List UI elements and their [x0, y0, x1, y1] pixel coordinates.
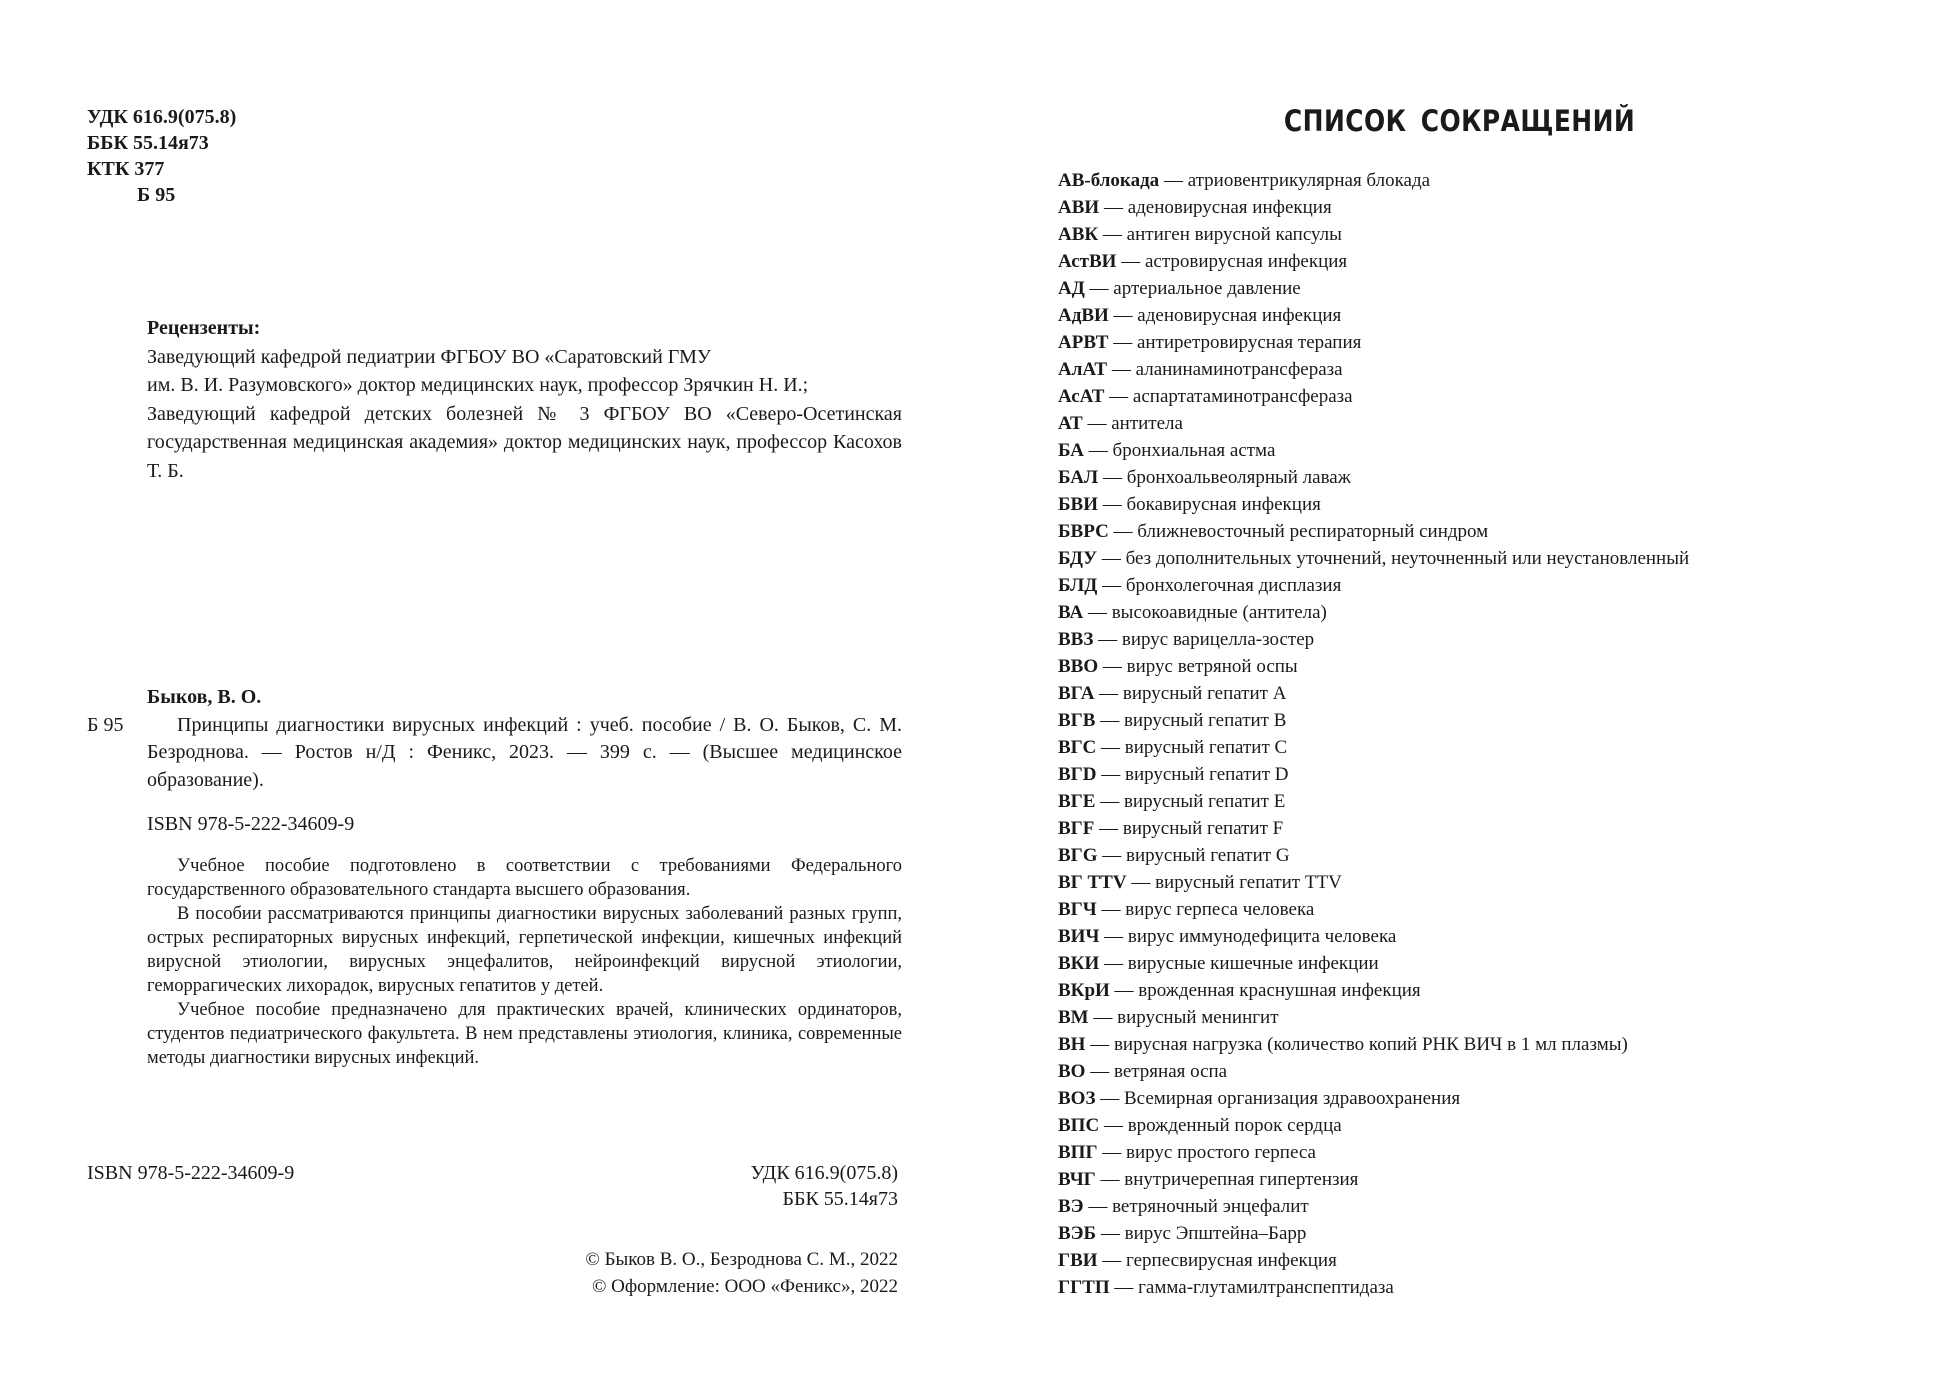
abbreviation-definition: ветряночный энцефалит	[1112, 1196, 1309, 1217]
abbreviation-dash: —	[1099, 1115, 1128, 1136]
abbreviation-dash: —	[1099, 926, 1128, 947]
abbreviation-dash: —	[1094, 683, 1123, 704]
abbreviation-definition: вирусные кишечные инфекции	[1127, 953, 1379, 974]
abbreviation-term: АД	[1058, 278, 1085, 299]
abbreviation-item	[1058, 1166, 1689, 1193]
abbreviation-dash: —	[1084, 278, 1114, 299]
abbreviation-definition: астровирусная инфекция	[1144, 251, 1348, 272]
abbreviation-item	[1058, 1220, 1689, 1247]
abbreviation-item	[1058, 1193, 1689, 1220]
abbreviation-dash: —	[1104, 386, 1133, 407]
abbreviation-term: АдВИ	[1058, 305, 1109, 326]
abbreviation-term: ГВИ	[1058, 1250, 1098, 1271]
abbreviation-definition: вирусный гепатит D	[1124, 764, 1289, 785]
abbreviation-dash: —	[1098, 224, 1127, 245]
abbreviation-definition: вирус простого герпеса	[1126, 1142, 1316, 1163]
abbreviation-term: ВГВ	[1058, 710, 1096, 731]
abbreviation-term: АТ	[1058, 413, 1083, 434]
abbreviation-item	[1058, 329, 1689, 356]
abbreviation-item	[1058, 869, 1689, 896]
page-title: СПИСОК СОКРАЩЕНИЙ	[1283, 104, 1636, 138]
abbreviation-dash: —	[1085, 1061, 1114, 1082]
bottom-udk: УДК 616.9(075.8)	[750, 1162, 898, 1184]
abbreviation-item	[1058, 491, 1689, 518]
abbreviation-definition: высокоавидные (антитела)	[1111, 602, 1327, 623]
abbreviation-dash: —	[1159, 170, 1188, 191]
abbreviation-item	[1058, 842, 1689, 869]
abbreviation-dash: —	[1108, 521, 1138, 542]
catalog-description: Принципы диагностики вирусных инфекций : учеб. пособие / В. О. Быков, С. М. Безроднова. — Ростов н/Д : Феникс, 2023. — 399 с. — (Высшее медицинское образование).	[147, 713, 902, 791]
abbreviation-item	[1058, 194, 1689, 221]
abbreviation-definition: ветряная оспа	[1113, 1061, 1228, 1082]
abbreviation-item	[1058, 545, 1689, 572]
abbreviation-definition: бокавирусная инфекция	[1126, 494, 1321, 515]
abbreviation-definition: вирус иммунодефицита человека	[1127, 926, 1397, 947]
abbreviation-term: ВГ TTV	[1058, 872, 1127, 893]
abbreviation-item	[1058, 950, 1689, 977]
abbreviation-term: ВКрИ	[1058, 980, 1110, 1001]
abbreviation-item	[1058, 923, 1689, 950]
abbreviation-item	[1058, 248, 1689, 275]
abbreviation-dash: —	[1083, 1196, 1113, 1217]
abbreviation-item	[1058, 1139, 1689, 1166]
abbreviation-dash: —	[1097, 1250, 1127, 1271]
abbreviation-dash: —	[1096, 899, 1126, 920]
abbreviation-item	[1058, 977, 1689, 1004]
author-mark: Б 95	[137, 184, 176, 206]
annotation-paragraph: В пособии рассматриваются принципы диагностики вирусных заболеваний разных групп, острых респираторных вирусных инфекций, герпетической инфекции, кишечных инфекций вирусной этиологии, вирусных энцефалитов, нейроинфекций вирусной этиологии, геморрагических лихорадок, вирусных гепатитов у детей.	[147, 904, 902, 996]
abbreviation-term: БА	[1058, 440, 1085, 461]
abbreviation-definition: бронхоальвеолярный лаваж	[1126, 467, 1351, 488]
abbreviation-definition: герпесвирусная инфекция	[1126, 1250, 1337, 1271]
copyright-block	[585, 1246, 898, 1300]
copyright-line: © Оформление: ООО «Феникс», 2022	[591, 1276, 898, 1297]
abbreviation-dash: —	[1096, 1223, 1125, 1244]
abbreviation-item	[1058, 761, 1689, 788]
abbreviation-definition: гамма-глутамилтранспептидаза	[1138, 1277, 1394, 1298]
abbreviation-definition: Всемирная организация здравоохранения	[1123, 1088, 1461, 1109]
abbreviation-dash: —	[1095, 1169, 1125, 1190]
abbreviation-item	[1058, 383, 1689, 410]
abbreviation-term: АВИ	[1058, 197, 1100, 218]
abbreviation-item	[1058, 302, 1689, 329]
abbreviation-dash: —	[1095, 710, 1124, 731]
abbreviation-term: ВГС	[1058, 737, 1097, 758]
abbreviation-definition: внутричерепная гипертензия	[1124, 1169, 1359, 1190]
abbreviation-item	[1058, 734, 1689, 761]
abbreviation-dash: —	[1085, 1034, 1114, 1055]
abbreviation-item	[1058, 518, 1689, 545]
abbreviation-dash: —	[1095, 791, 1124, 812]
abbreviation-term: ВО	[1058, 1061, 1086, 1082]
abbreviation-definition: вирусный гепатит C	[1124, 737, 1288, 758]
abbreviation-dash: —	[1098, 494, 1127, 515]
abbreviation-dash: —	[1082, 413, 1112, 434]
abbreviation-definition: аланинаминотрансфераза	[1135, 359, 1343, 380]
reviewer-line: Заведующий кафедрой педиатрии ФГБОУ ВО «Саратовский ГМУ	[147, 345, 712, 368]
abbreviation-dash: —	[1109, 980, 1139, 1001]
abbreviation-item	[1058, 1031, 1689, 1058]
abbreviation-item	[1058, 221, 1689, 248]
right-page	[973, 0, 1946, 1391]
abbreviation-definition: вирус Эпштейна–Барр	[1124, 1223, 1307, 1244]
abbreviation-item	[1058, 1085, 1689, 1112]
abbreviation-list	[1058, 167, 1689, 1301]
abbreviation-term: ВПС	[1058, 1115, 1100, 1136]
reviewers-block	[147, 314, 902, 485]
abbreviation-definition: вирусный гепатит F	[1122, 818, 1284, 839]
abbreviation-term: БДУ	[1058, 548, 1098, 569]
abbreviation-definition: вирус ветряной оспы	[1126, 656, 1298, 677]
abbreviation-term: ВГF	[1058, 818, 1095, 839]
abbreviation-definition: ближневосточный респираторный синдром	[1137, 521, 1489, 542]
abbreviation-dash: —	[1108, 305, 1138, 326]
abbreviation-item	[1058, 356, 1689, 383]
abbreviation-definition: аспартатаминотрансфераза	[1132, 386, 1353, 407]
abbreviation-dash: —	[1083, 602, 1112, 623]
abbreviation-definition: вирусный гепатит A	[1122, 683, 1287, 704]
abbreviation-term: БВРС	[1058, 521, 1109, 542]
abbreviation-item	[1058, 1247, 1689, 1274]
abbreviation-definition: вирус варицелла-зостер	[1121, 629, 1315, 650]
abbreviation-term: ВГЕ	[1058, 791, 1096, 812]
reviewers-heading: Рецензенты:	[147, 317, 261, 339]
abbreviation-definition: атриовентрикулярная блокада	[1187, 170, 1431, 191]
catalog-record	[87, 684, 902, 839]
ktk-code: КТК 377	[87, 158, 165, 180]
classification-codes	[87, 104, 236, 208]
abbreviation-item	[1058, 275, 1689, 302]
abbreviation-term: ВПГ	[1058, 1142, 1098, 1163]
abbreviation-definition: аденовирусная инфекция	[1137, 305, 1342, 326]
abbreviation-term: ВОЗ	[1058, 1088, 1096, 1109]
catalog-isbn: ISBN 978-5-222-34609-9	[147, 813, 355, 835]
abbreviation-term: ВВО	[1058, 656, 1099, 677]
abbreviation-definition: вирусная нагрузка (количество копий РНК ВИЧ в 1 мл плазмы)	[1113, 1034, 1628, 1055]
annotation-paragraph: Учебное пособие предназначено для практических врачей, клинических ординаторов, студентов педиатрического факультета. В нем представлены этиология, клиника, современные методы диагностики вирусных инфекций.	[147, 1000, 902, 1068]
bottom-isbn: ISBN 978-5-222-34609-9	[87, 1162, 295, 1184]
abbreviation-term: ВГЧ	[1058, 899, 1097, 920]
abbreviation-term: БВИ	[1058, 494, 1099, 515]
abbreviation-term: ВЭБ	[1058, 1223, 1097, 1244]
abbreviation-term: ВА	[1058, 602, 1084, 623]
abbreviation-item	[1058, 653, 1689, 680]
abbreviation-term: ГГТП	[1058, 1277, 1110, 1298]
abbreviation-definition: врожденная краснушная инфекция	[1138, 980, 1421, 1001]
abbreviation-dash: —	[1097, 575, 1126, 596]
abbreviation-term: ВКИ	[1058, 953, 1100, 974]
catalog-author: Быков, В. О.	[147, 686, 262, 708]
abbreviation-dash: —	[1098, 467, 1127, 488]
abbreviation-term: БАЛ	[1058, 467, 1099, 488]
abbreviation-dash: —	[1095, 1088, 1124, 1109]
abbreviation-dash: —	[1097, 1142, 1127, 1163]
abbreviation-item	[1058, 1112, 1689, 1139]
abbreviation-item	[1058, 464, 1689, 491]
abbreviation-definition: вирусный гепатит B	[1123, 710, 1287, 731]
abbreviation-dash: —	[1108, 332, 1137, 353]
udk-code: УДК 616.9(075.8)	[87, 106, 237, 128]
reviewer-line: Заведующий кафедрой детских болезней № 3 ФГБОУ ВО «Северо-Осетинская государственная медицинская академия» доктор медицинских наук, профессор Касохов Т. Б.	[147, 402, 902, 482]
bottom-bbk: ББК 55.14я73	[782, 1188, 898, 1210]
abbreviation-term: АРВТ	[1058, 332, 1109, 353]
abbreviation-term: ВВЗ	[1058, 629, 1094, 650]
abbreviation-item	[1058, 1058, 1689, 1085]
abbreviation-item	[1058, 599, 1689, 626]
abbreviation-item	[1058, 437, 1689, 464]
abbreviation-term: АВК	[1058, 224, 1099, 245]
annotation	[147, 854, 902, 1070]
abbreviation-item	[1058, 1274, 1689, 1301]
abbreviation-dash: —	[1109, 1277, 1139, 1298]
abbreviation-dash: —	[1094, 818, 1123, 839]
abbreviation-term: АВ-блокада	[1058, 170, 1160, 191]
abbreviation-term: ВИЧ	[1058, 926, 1100, 947]
abbreviation-definition: бронхолегочная дисплазия	[1125, 575, 1342, 596]
abbreviation-dash: —	[1099, 953, 1128, 974]
abbreviation-dash: —	[1096, 737, 1125, 758]
abbreviation-term: ВМ	[1058, 1007, 1089, 1028]
abbreviation-item	[1058, 680, 1689, 707]
catalog-mark: Б 95	[87, 713, 124, 736]
abbreviation-dash: —	[1097, 548, 1126, 569]
abbreviation-term: ВГD	[1058, 764, 1097, 785]
abbreviation-definition: вирус герпеса человека	[1125, 899, 1315, 920]
abbreviation-definition: антиген вирусной капсулы	[1126, 224, 1342, 245]
abbreviation-dash: —	[1099, 197, 1128, 218]
abbreviation-term: ВГА	[1058, 683, 1095, 704]
abbreviation-dash: —	[1093, 629, 1122, 650]
abbreviation-dash: —	[1126, 872, 1156, 893]
abbreviation-definition: вирусный гепатит G	[1126, 845, 1290, 866]
abbreviation-definition: вирусный менингит	[1117, 1007, 1279, 1028]
abbreviation-dash: —	[1088, 1007, 1118, 1028]
bottom-codes	[751, 1160, 898, 1212]
abbreviation-dash: —	[1084, 440, 1113, 461]
abbreviation-term: ВЧГ	[1058, 1169, 1096, 1190]
abbreviation-term: ВГG	[1058, 845, 1098, 866]
abbreviation-term: АстВИ	[1058, 251, 1117, 272]
copyright-line: © Быков В. О., Безроднова С. М., 2022	[585, 1249, 898, 1270]
abbreviation-definition: антитела	[1111, 413, 1183, 434]
abbreviation-definition: вирусный гепатит TTV	[1155, 872, 1342, 893]
abbreviation-definition: антиретровирусная терапия	[1136, 332, 1362, 353]
abbreviation-definition: артериальное давление	[1113, 278, 1301, 299]
abbreviation-term: ВН	[1058, 1034, 1086, 1055]
abbreviation-item	[1058, 896, 1689, 923]
abbreviation-dash: —	[1098, 656, 1127, 677]
abbreviation-item	[1058, 788, 1689, 815]
abbreviation-term: АсАТ	[1058, 386, 1105, 407]
abbreviation-term: БЛД	[1058, 575, 1098, 596]
annotation-paragraph: Учебное пособие подготовлено в соответствии с требованиями Федерального государственного образовательного стандарта высшего образования.	[147, 856, 902, 900]
abbreviation-dash: —	[1107, 359, 1136, 380]
bbk-code: ББК 55.14я73	[87, 132, 209, 154]
abbreviation-dash: —	[1096, 764, 1125, 785]
abbreviation-dash: —	[1097, 845, 1127, 866]
abbreviation-item	[1058, 707, 1689, 734]
abbreviation-item	[1058, 572, 1689, 599]
abbreviation-definition: аденовирусная инфекция	[1127, 197, 1332, 218]
abbreviation-item	[1058, 1004, 1689, 1031]
abbreviation-definition: бронхиальная астма	[1112, 440, 1276, 461]
abbreviation-definition: без дополнительных уточнений, неуточненный или неустановленный	[1125, 548, 1690, 569]
reviewer-line: им. В. И. Разумовского» доктор медицинских наук, профессор Зрячкин Н. И.;	[147, 374, 809, 396]
abbreviation-term: АлАТ	[1058, 359, 1108, 380]
abbreviation-definition: вирусный гепатит E	[1123, 791, 1286, 812]
abbreviation-item	[1058, 626, 1689, 653]
abbreviation-definition: врожденный порок сердца	[1127, 1115, 1342, 1136]
abbreviation-item	[1058, 167, 1689, 194]
abbreviation-term: ВЭ	[1058, 1196, 1084, 1217]
abbreviation-dash: —	[1116, 251, 1145, 272]
abbreviation-item	[1058, 410, 1689, 437]
abbreviation-item	[1058, 815, 1689, 842]
